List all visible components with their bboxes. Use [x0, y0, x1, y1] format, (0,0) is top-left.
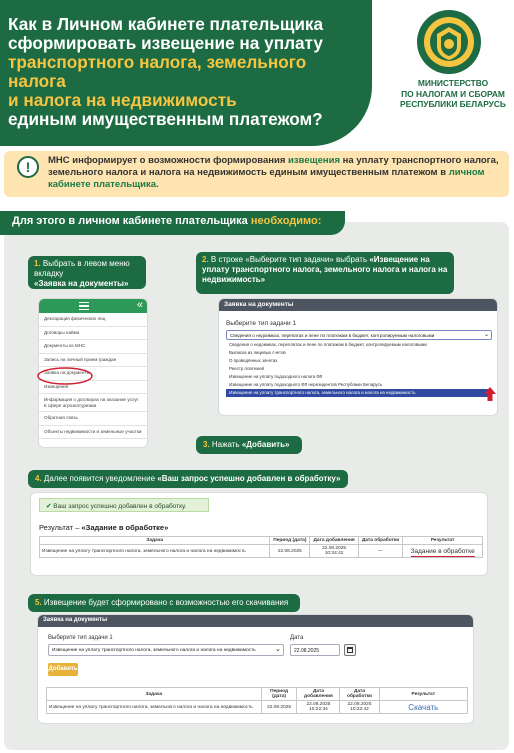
- notice-part-4: личном кабинете плательщика.: [48, 167, 485, 190]
- step1-caption: [28, 256, 146, 289]
- task-type-label-text: Выберите тип задачи: [226, 320, 291, 327]
- panel-title: Заявка на документы: [38, 615, 473, 627]
- sidebar-item[interactable]: Запись на личный прием граждан: [39, 354, 147, 368]
- title-line-2: сформировать извещение на уплату: [8, 33, 323, 53]
- sidebar-item[interactable]: Информация о договорах на оказание услуг в сфере агроэкотуризма: [39, 394, 147, 412]
- calendar-icon[interactable]: [344, 644, 356, 656]
- notice-part-2: извещения: [288, 155, 341, 166]
- select-value: Извещение на уплату транспортного налога, земельного налога и налога на недвижимость: [52, 648, 256, 653]
- cell-added: [310, 545, 358, 558]
- step2-caption: [196, 252, 454, 294]
- step4-panel: [30, 492, 488, 576]
- notice-part-3: на уплату транспортного налога, земельного налога и налога на недвижимость единым имущественным платежом в: [48, 155, 499, 178]
- step5-table: [46, 687, 468, 714]
- collapse-chevron-icon[interactable]: «: [136, 299, 143, 311]
- ministry-line-1: МИНИСТЕРСТВО: [417, 78, 489, 88]
- task-type-select[interactable]: [48, 644, 284, 656]
- step5-text: Извещение будет сформировано с возможностью его скачивания: [41, 598, 289, 607]
- success-alert: [39, 498, 209, 512]
- task-options-list: [226, 341, 492, 397]
- notice-text: [48, 155, 503, 191]
- status-in-progress: Задание в обработке: [410, 547, 475, 555]
- check-icon: ✔: [46, 503, 52, 510]
- task-type-label-text: Выберите тип задачи: [48, 635, 108, 641]
- step3-text: Нажать: [209, 440, 242, 449]
- menu-header: [39, 299, 147, 313]
- step3-caption: [196, 436, 302, 454]
- section-title: [12, 215, 321, 227]
- task-option[interactable]: Извещение на уплату подоходного налога ФЛ: [229, 374, 323, 379]
- processed-time: 10:22:42: [350, 707, 369, 712]
- download-link[interactable]: Скачать: [379, 701, 467, 714]
- panel-title: Заявка на документы: [219, 299, 497, 311]
- step2-panel: [218, 298, 498, 416]
- ministry-name: [398, 78, 508, 110]
- task-type-select[interactable]: [226, 330, 492, 340]
- table-row: [47, 701, 468, 714]
- result-label-b: «Задание в обработке»: [81, 523, 169, 532]
- col-processed: Дата обработки: [358, 537, 402, 545]
- added-time: 10:22:34: [309, 707, 328, 712]
- sidebar-item[interactable]: Обратная связь: [39, 412, 147, 426]
- col-period: Период (дата): [261, 688, 297, 701]
- added-date: 22.08.2025: [322, 546, 347, 551]
- sidebar-item[interactable]: Документы из МНС: [39, 340, 147, 354]
- cell-task: Извещение на уплату транспортного налога, земельного налога и налога на недвижимость: [47, 701, 262, 714]
- highlight-ellipse: [36, 366, 94, 386]
- table-header: [40, 537, 483, 545]
- section-title-a: Для этого в личном кабинете плательщика: [12, 215, 251, 227]
- col-task: Задача: [47, 688, 262, 701]
- date-label: Дата: [290, 635, 304, 641]
- ministry-emblem-icon: [415, 8, 483, 76]
- select-value: Сведения о недоимках, перепатах и пене по платежам в бюджет, контролируемым налоговыми: [230, 333, 435, 338]
- cell-period: 22.08.2025: [270, 545, 310, 558]
- col-added: Дата добавления: [297, 688, 340, 701]
- title-line-4: и налога на недвижимость: [8, 90, 237, 110]
- table-header: [47, 688, 468, 701]
- ministry-line-2: ПО НАЛОГАМ И СБОРАМ: [401, 88, 505, 99]
- arrow-up-icon: [483, 386, 497, 402]
- required-marker: 1: [292, 320, 297, 327]
- result-label-a: Результат –: [39, 523, 82, 532]
- task-option[interactable]: Выписка из лицевых счетов: [229, 350, 286, 355]
- title-line-3: транспортного налога, земельного налога: [8, 52, 307, 91]
- task-option[interactable]: Реестр платежей: [229, 366, 264, 371]
- title-line-1: Как в Личном кабинете плательщика: [8, 14, 324, 34]
- required-marker: 1: [109, 635, 113, 641]
- step1-number: 1.: [34, 259, 41, 268]
- step5-number: 5.: [35, 598, 42, 607]
- section-title-b: необходимо:: [250, 215, 322, 227]
- sidebar-item[interactable]: Объекты недвижимости и земельные участки: [39, 426, 147, 440]
- step4-caption: [28, 470, 348, 488]
- processed-date: 22.08.2025: [347, 702, 372, 707]
- step5-caption: [28, 594, 300, 612]
- col-task: Задача: [40, 537, 270, 545]
- step1-text: Выбрать в левом меню вкладку: [34, 259, 130, 278]
- sidebar-item[interactable]: Декларация физических лиц: [39, 313, 147, 327]
- sidebar-item[interactable]: Извещения: [39, 381, 147, 395]
- title-line-5: единым имущественным платежом?: [8, 109, 323, 129]
- add-button[interactable]: Добавить: [48, 663, 78, 676]
- cell-processed: [340, 701, 379, 714]
- date-input[interactable]: 22.08.2025: [290, 644, 340, 656]
- chevron-down-icon: ⌄: [275, 646, 281, 653]
- cell-processed: —: [358, 545, 402, 558]
- result-label: [39, 523, 168, 532]
- ministry-line-3: РЕСПУБЛИКИ БЕЛАРУСЬ: [400, 99, 506, 109]
- task-option[interactable]: О проведённых зачетах: [229, 358, 278, 363]
- task-option[interactable]: Сведения о недоимках, переплатах и пене по платежам в бюджет, контролируемым налоговыми: [229, 342, 427, 347]
- step2-text: В строке «Выберите тип задачи» выбрать: [208, 255, 370, 264]
- cell-period: 22.08.2025: [261, 701, 297, 714]
- step4-number: 4.: [35, 474, 42, 483]
- step1-target: «Заявка на документы»: [34, 279, 129, 288]
- notice-part-1: МНС информирует о возможности формирования: [48, 155, 289, 166]
- col-processed: Дата обработки: [340, 688, 379, 701]
- step4-text: Далее появится уведомление: [41, 474, 158, 483]
- step2-number: 2.: [202, 255, 209, 264]
- page-title: [8, 15, 368, 129]
- chevron-down-icon: ⌄: [483, 332, 489, 338]
- cell-result: [403, 545, 483, 558]
- exclamation-icon: !: [17, 156, 39, 178]
- step3-target: «Добавить»: [241, 440, 290, 449]
- col-added: Дата добавления: [310, 537, 358, 545]
- sidebar-item[interactable]: Договоры найма: [39, 327, 147, 341]
- step4-target: «Ваш запрос успешно добавлен в обработку»: [157, 474, 341, 483]
- added-time: 10:34:42: [324, 551, 344, 556]
- task-type-label: [219, 311, 497, 327]
- col-result: Результат: [379, 688, 467, 701]
- table-row: [40, 545, 483, 558]
- col-result: Результат: [403, 537, 483, 545]
- task-option[interactable]: Извещение на уплату подоходного ФЛ нерезидентов Республики Беларусь: [229, 382, 383, 387]
- step5-panel: [37, 614, 474, 724]
- task-type-label: [48, 635, 113, 641]
- result-table: [39, 536, 483, 558]
- step3-number: 3.: [203, 440, 210, 449]
- col-period: Период (дата): [270, 537, 310, 545]
- result-table: [46, 687, 468, 714]
- task-option[interactable]: Извещение на уплату транспортного налога, земельного налога и налога на недвижимость: [226, 389, 492, 397]
- success-message: Ваш запрос успешно добавлен в обработку.: [53, 503, 187, 510]
- cell-added: [297, 701, 340, 714]
- added-date: 22.08.2025: [306, 702, 331, 707]
- step2-target: «Извещение на уплату транспортного налога, земельного налога и налога на недвижимость»: [202, 255, 448, 284]
- step4-table: [39, 536, 483, 558]
- cell-task: Извещение на уплату транспортного налога, земельного налога и налога на недвижимость: [40, 545, 270, 558]
- sidebar-item[interactable]: Заявка на документы: [39, 367, 147, 381]
- hamburger-icon[interactable]: [79, 302, 89, 310]
